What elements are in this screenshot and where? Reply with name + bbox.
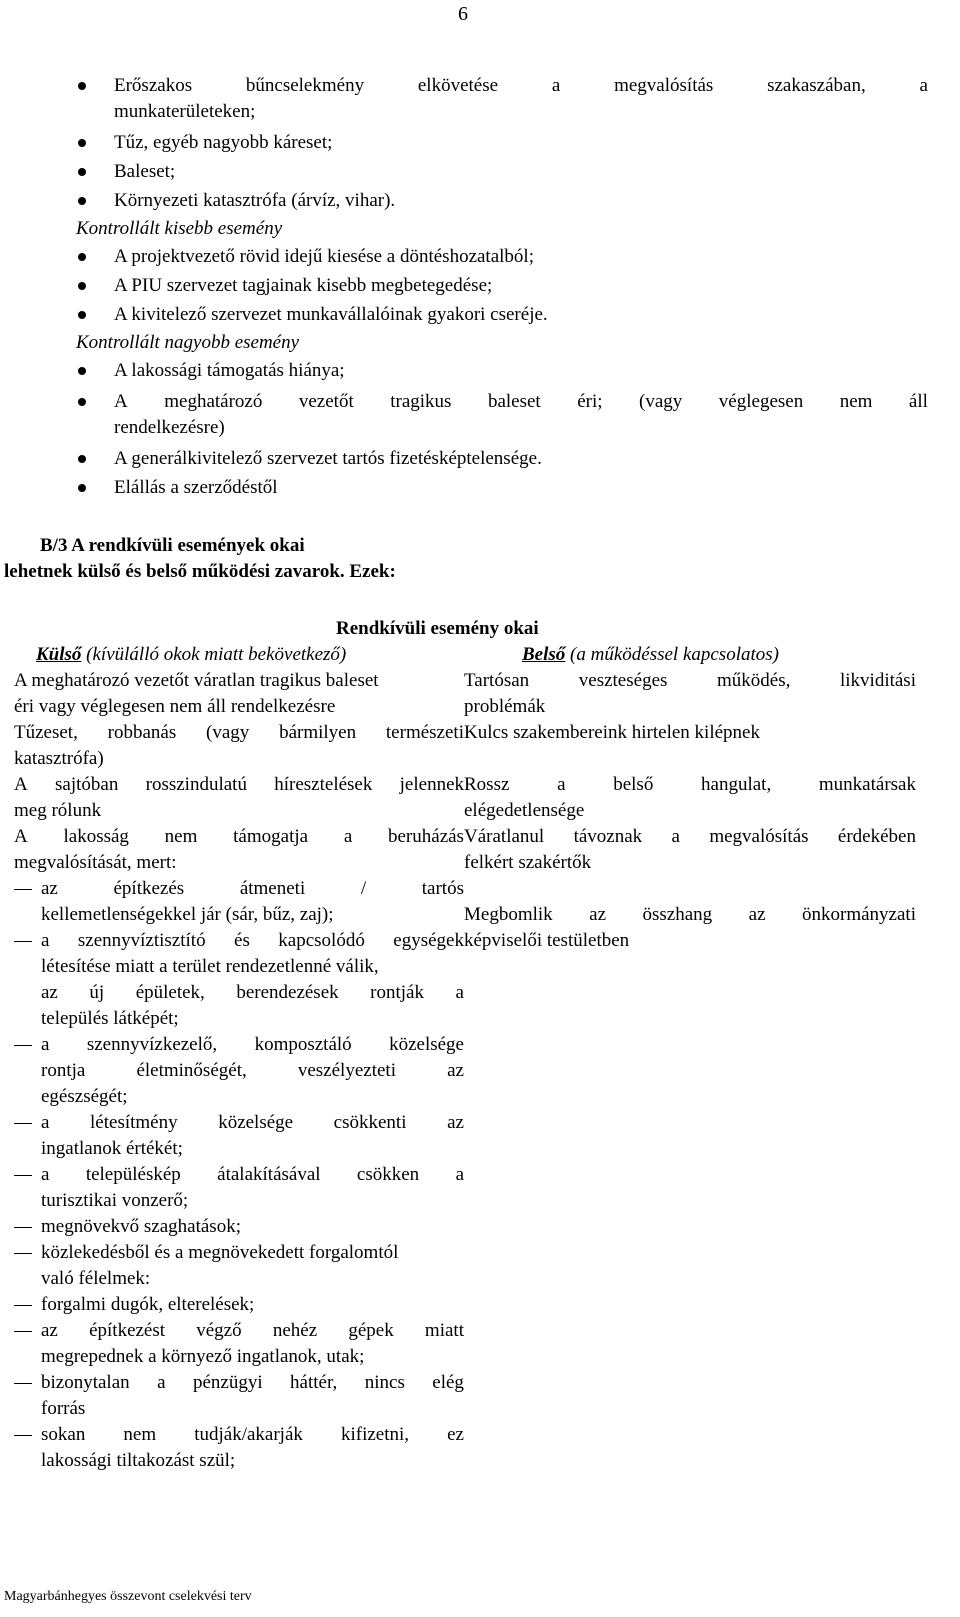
just-word: építkezést — [89, 1320, 166, 1341]
dash-item-line — [41, 928, 464, 954]
bullet-dot — [78, 484, 86, 492]
just-word: létesítmény — [90, 1112, 178, 1133]
dash-marker — [14, 1435, 32, 1436]
cause-line — [14, 772, 464, 798]
just-word: Rossz — [464, 774, 510, 795]
just-word: településkép — [85, 1164, 181, 1185]
just-word: Tartósan — [464, 670, 530, 691]
cause-line — [464, 902, 916, 928]
just-word: tragikus — [390, 391, 452, 412]
section-intro: lehetnek külső és belső működési zavarok. Ezek: — [4, 561, 396, 582]
cause-line — [14, 824, 464, 850]
just-word: sokan — [41, 1424, 86, 1445]
just-word: robbanás — [107, 722, 177, 743]
cause-line — [464, 668, 916, 694]
header-rest: (a működéssel kapcsolatos) — [565, 644, 779, 665]
bullet-dot — [78, 197, 86, 205]
just-word: rosszindulatú — [145, 774, 247, 795]
list-item: A PIU szervezet tagjainak kisebb megbetegedése; — [114, 275, 493, 296]
dash-item-line: létesítése miatt a terület rendezetlenné válik, — [41, 956, 379, 977]
just-word: tartós — [421, 878, 464, 899]
bullet-dot — [78, 139, 86, 147]
dash-marker — [14, 941, 32, 942]
list-item: Baleset; — [114, 161, 176, 182]
bullet-dot — [78, 367, 86, 375]
just-word: bizonytalan — [41, 1372, 130, 1393]
just-word: likviditási — [839, 670, 916, 691]
cause-line: elégedetlensége — [464, 800, 585, 821]
just-word: a — [557, 774, 566, 795]
just-word: végző — [196, 1320, 242, 1341]
just-word: híresztelések — [274, 774, 373, 795]
bullet-dot — [78, 82, 86, 90]
sub-heading: Kontrollált kisebb esemény — [76, 218, 283, 239]
just-word: vezetőt — [298, 391, 354, 412]
just-word: / — [360, 878, 367, 899]
just-word: szakaszában, — [767, 75, 866, 96]
cause-line: éri vagy véglegesen nem áll rendelkezésre — [14, 696, 336, 717]
just-word: lakosság — [63, 826, 129, 847]
sub-heading: Kontrollált nagyobb esemény — [76, 332, 300, 353]
bullet-dot — [78, 455, 86, 463]
column-header-internal — [522, 642, 779, 668]
just-word: jelennek — [399, 774, 464, 795]
just-word: tudják/akarják — [194, 1424, 303, 1445]
just-word: távoznak — [573, 826, 643, 847]
just-word: veszélyezteti — [297, 1060, 396, 1081]
just-word: baleset — [487, 391, 541, 412]
list-item — [114, 73, 928, 99]
dash-marker — [14, 889, 32, 890]
just-word: összhang — [642, 904, 713, 925]
list-item: A kivitelező szervezet munkavállalóinak gyakori cseréje. — [114, 304, 548, 325]
dash-item-line: lakossági tiltakozást szül; — [41, 1450, 236, 1471]
list-item: Tűz, egyéb nagyobb káreset; — [114, 132, 333, 153]
just-word: Erőszakos — [114, 75, 193, 96]
just-word: gépek — [348, 1320, 394, 1341]
just-word: belső — [613, 774, 654, 795]
dash-item-line — [41, 1162, 464, 1188]
cause-line — [464, 772, 916, 798]
just-word: építkezés — [113, 878, 185, 899]
dash-item-line: település látképét; — [41, 1008, 179, 1029]
cause-line: A meghatározó vezetőt váratlan tragikus baleset — [14, 670, 379, 691]
dash-item-line: forgalmi dugók, elterelések; — [41, 1294, 255, 1315]
just-word: közelsége — [218, 1112, 294, 1133]
just-word: nehéz — [272, 1320, 318, 1341]
just-word: csökkenti — [333, 1112, 407, 1133]
just-word: a — [671, 826, 680, 847]
just-word: Váratlanul — [464, 826, 545, 847]
dash-item-line — [41, 1110, 464, 1136]
dash-marker — [14, 1331, 32, 1332]
just-word: háttér, — [290, 1372, 338, 1393]
just-word: berendezések — [236, 982, 339, 1003]
just-word: a — [551, 75, 561, 96]
just-word: komposztáló — [254, 1034, 352, 1055]
page-footer: Magyarbánhegyes összevont cselekvési terv — [4, 1589, 252, 1604]
just-word: miatt — [424, 1320, 464, 1341]
bullet-dot — [78, 253, 86, 261]
just-word: (vagy — [206, 722, 250, 743]
just-word: a — [41, 930, 50, 951]
just-word: elkövetése — [417, 75, 499, 96]
dash-marker — [14, 1383, 32, 1384]
just-word: a — [919, 75, 928, 96]
dash-marker — [14, 1227, 32, 1228]
just-word: nem — [164, 826, 198, 847]
dash-item-line: megrepednek a környező ingatlanok, utak; — [41, 1346, 365, 1367]
dash-marker — [14, 1123, 32, 1124]
bullet-dot — [78, 398, 86, 406]
just-word: támogatja — [233, 826, 309, 847]
just-word: megvalósítás — [709, 826, 809, 847]
dash-item-line: megnövekvő szaghatások; — [41, 1216, 241, 1237]
just-word: veszteséges — [578, 670, 668, 691]
list-item: A lakossági támogatás hiánya; — [114, 360, 345, 381]
dash-marker — [14, 1305, 32, 1306]
just-word: A — [14, 826, 28, 847]
bullet-dot — [78, 168, 86, 176]
just-word: természeti — [385, 722, 464, 743]
page-number: 6 — [458, 3, 468, 25]
table-title: Rendkívüli esemény okai — [336, 618, 539, 639]
just-word: (vagy — [639, 391, 683, 412]
just-word: az — [447, 1060, 464, 1081]
just-word: Tűzeset, — [14, 722, 78, 743]
just-word: a — [41, 1034, 50, 1055]
just-word: az — [447, 1112, 464, 1133]
dash-item-line — [41, 1318, 464, 1344]
just-word: Megbomlik — [464, 904, 553, 925]
just-word: érdekében — [837, 826, 916, 847]
just-word: a — [455, 982, 464, 1003]
cause-line: meg rólunk — [14, 800, 102, 821]
just-word: áll — [908, 391, 928, 412]
cause-line — [14, 720, 464, 746]
just-word: közelsége — [389, 1034, 464, 1055]
just-word: pénzügyi — [192, 1372, 263, 1393]
list-item: Elállás a szerződéstől — [114, 477, 278, 498]
cause-line: felkért szakértők — [464, 852, 592, 873]
just-word: épületek, — [135, 982, 205, 1003]
dash-item-line: közlekedésből és a megnövekedett forgalomtól — [41, 1242, 399, 1263]
dash-item-line — [41, 980, 464, 1006]
just-word: szennyvízkezelő, — [86, 1034, 218, 1055]
cause-line: megvalósítását, mert: — [14, 852, 177, 873]
dash-marker — [14, 1253, 32, 1254]
section-heading: B/3 A rendkívüli események okai — [40, 535, 305, 556]
just-word: életminőségét, — [136, 1060, 247, 1081]
header-bold: Belső — [522, 644, 566, 665]
list-item: A generálkivitelező szervezet tartós fizetésképtelensége. — [114, 448, 542, 469]
dash-item-line: ingatlanok értékét; — [41, 1138, 183, 1159]
just-word: átalakításával — [217, 1164, 321, 1185]
just-word: munkatársak — [818, 774, 916, 795]
just-word: a — [41, 1164, 50, 1185]
just-word: nem — [839, 391, 873, 412]
just-word: az — [41, 1320, 58, 1341]
list-item — [114, 389, 928, 415]
list-item: rendelkezésre) — [114, 417, 225, 438]
dash-item-line — [41, 1370, 464, 1396]
just-word: az — [41, 982, 58, 1003]
just-word: a — [455, 1164, 464, 1185]
cause-line: képviselői testületben — [464, 930, 630, 951]
just-word: A — [114, 391, 128, 412]
just-word: nem — [123, 1424, 157, 1445]
just-word: csökken — [356, 1164, 420, 1185]
just-word: az — [41, 878, 58, 899]
just-word: éri; — [577, 391, 603, 412]
cause-line: katasztrófa) — [14, 748, 104, 769]
dash-marker — [14, 1045, 32, 1046]
list-item: Környezeti katasztrófa (árvíz, vihar). — [114, 190, 396, 211]
list-item: munkaterületeken; — [114, 101, 256, 122]
just-word: a — [41, 1112, 50, 1133]
just-word: új — [89, 982, 105, 1003]
column-header-external — [36, 642, 346, 668]
dash-item-line — [41, 1058, 464, 1084]
dash-item-line: forrás — [41, 1398, 86, 1419]
bullet-dot — [78, 311, 86, 319]
just-word: szennyvíztisztító — [77, 930, 206, 951]
just-word: önkormányzati — [802, 904, 916, 925]
just-word: meghatározó — [164, 391, 263, 412]
bullet-dot — [78, 282, 86, 290]
just-word: A — [14, 774, 28, 795]
just-word: átmeneti — [239, 878, 306, 899]
just-word: nincs — [364, 1372, 405, 1393]
just-word: és — [234, 930, 250, 951]
just-word: ez — [447, 1424, 464, 1445]
just-word: rontja — [41, 1060, 86, 1081]
just-word: véglegesen — [718, 391, 804, 412]
dash-item-line: egészségét; — [41, 1086, 128, 1107]
just-word: az — [589, 904, 607, 925]
just-word: kapcsolódó — [278, 930, 365, 951]
dash-item-line: való félelmek: — [41, 1268, 151, 1289]
dash-item-line: kellemetlenségekkel jár (sár, bűz, zaj); — [41, 904, 334, 925]
list-item: A projektvezető rövid idejű kiesése a döntéshozatalból; — [114, 246, 534, 267]
just-word: elég — [432, 1372, 464, 1393]
just-word: sajtóban — [55, 774, 119, 795]
dash-item-line: turisztikai vonzerő; — [41, 1190, 189, 1211]
just-word: a — [157, 1372, 166, 1393]
just-word: kifizetni, — [340, 1424, 410, 1445]
dash-item-line — [41, 876, 464, 902]
header-rest: (kívülálló okok miatt bekövetkező) — [81, 644, 347, 665]
just-word: hangulat, — [701, 774, 772, 795]
cause-line: Kulcs szakembereink hirtelen kilépnek — [464, 722, 760, 743]
just-word: bármilyen — [279, 722, 357, 743]
dash-marker — [14, 1175, 32, 1176]
cause-line: problémák — [464, 696, 546, 717]
just-word: a — [343, 826, 353, 847]
dash-item-line — [41, 1032, 464, 1058]
just-word: az — [748, 904, 766, 925]
just-word: megvalósítás — [614, 75, 714, 96]
header-bold: Külső — [36, 644, 82, 665]
just-word: beruházás — [388, 826, 464, 847]
just-word: rontják — [370, 982, 424, 1003]
dash-item-line — [41, 1422, 464, 1448]
just-word: működés, — [717, 670, 791, 691]
just-word: egységek — [393, 930, 464, 951]
just-word: bűncselekmény — [245, 75, 365, 96]
cause-line — [464, 824, 916, 850]
